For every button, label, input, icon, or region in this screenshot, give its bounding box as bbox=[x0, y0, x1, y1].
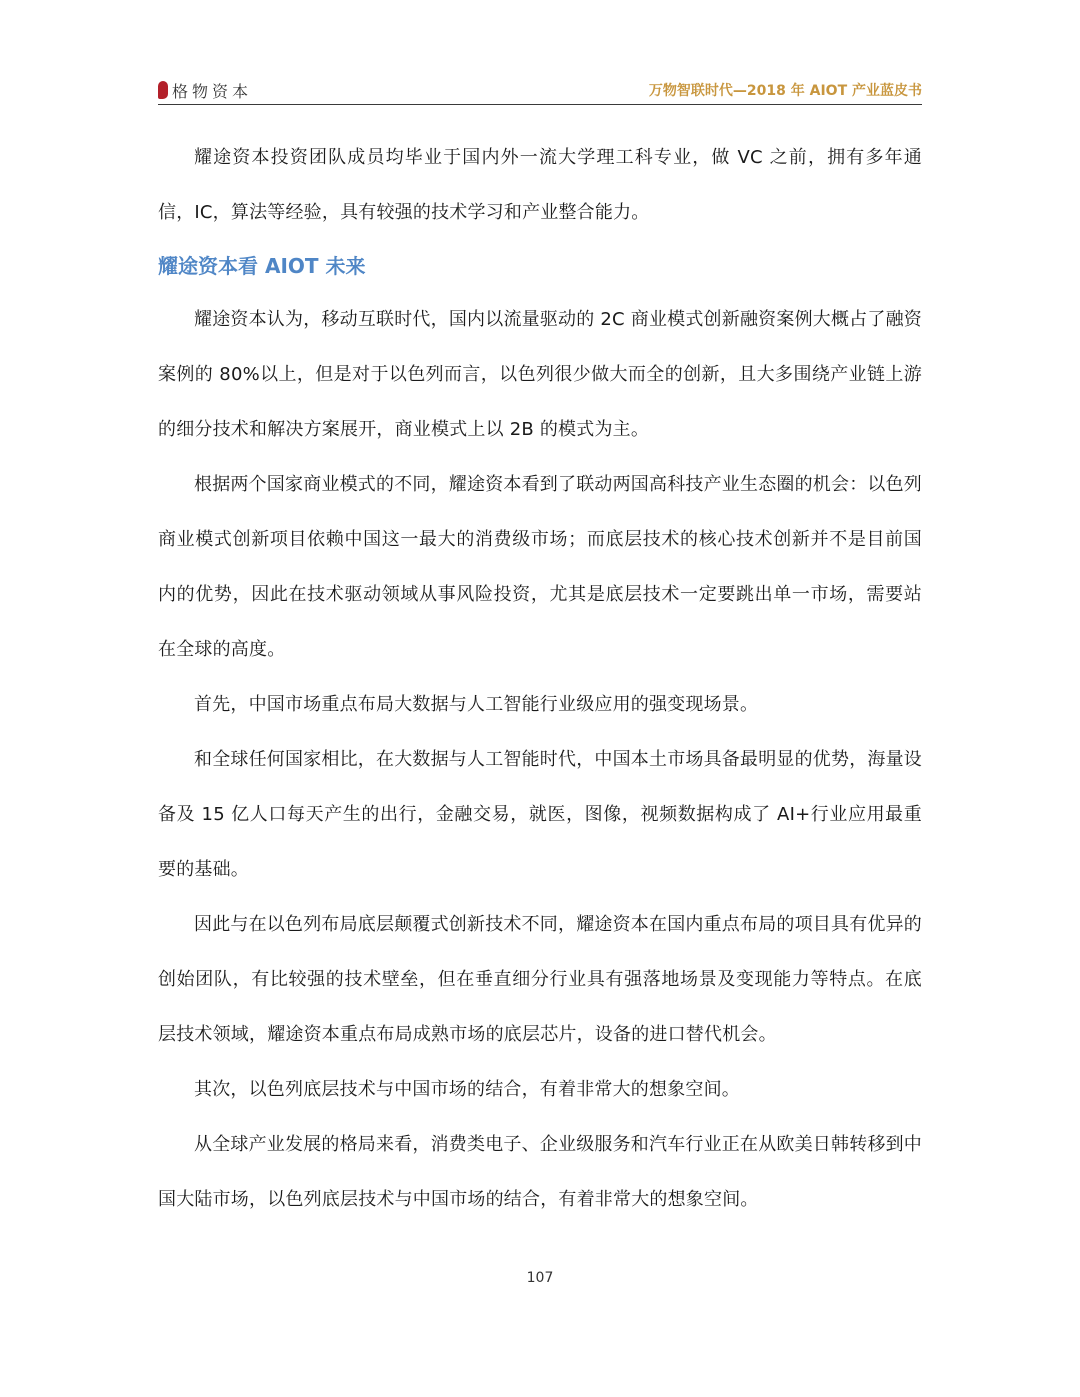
header-title: 万物智联时代—2018 年 AIOT 产业蓝皮书 bbox=[648, 83, 922, 99]
page-header bbox=[158, 74, 922, 105]
paragraph-8: 从全球产业发展的格局来看，消费类电子、企业级服务和汽车行业正在从欧美日韩转移到中国大陆市场，以色列底层技术与中国市场的结合，有着非常大的想象空间。 bbox=[158, 1134, 922, 1210]
page-body bbox=[158, 130, 922, 1227]
logo-text: 格物资本 bbox=[172, 81, 253, 101]
paragraph-5: 和全球任何国家相比，在大数据与人工智能时代，中国本土市场具备最明显的优势，海量设备及 15 亿人口每天产生的出行，金融交易，就医，图像，视频数据构成了 AI+行业应用最重要的基础。 bbox=[158, 749, 922, 880]
logo-mark-icon bbox=[158, 81, 168, 99]
page-number: 107 bbox=[526, 1270, 554, 1286]
paragraph-7: 其次，以色列底层技术与中国市场的结合，有着非常大的想象空间。 bbox=[194, 1079, 740, 1100]
paragraph-2: 耀途资本认为，移动互联时代，国内以流量驱动的 2C 商业模式创新融资案例大概占了融资案例的 80%以上，但是对于以色列而言，以色列很少做大而全的创新，且大多围绕产业链上游的细分技术和解决方案展开，商业模式上以 2B 的模式为主。 bbox=[158, 309, 922, 440]
logo bbox=[158, 78, 252, 102]
section-heading: 耀途资本看 AIOT 未来 bbox=[158, 254, 366, 278]
paragraph-3: 根据两个国家商业模式的不同，耀途资本看到了联动两国高科技产业生态圈的机会：以色列商业模式创新项目依赖中国这一最大的消费级市场；而底层技术的核心技术创新并不是目前国内的优势，因此在技术驱动领域从事风险投资，尤其是底层技术一定要跳出单一市场，需要站在全球的高度。 bbox=[158, 474, 922, 660]
paragraph-1: 耀途资本投资团队成员均毕业于国内外一流大学理工科专业，做 VC 之前，拥有多年通信，IC，算法等经验，具有较强的技术学习和产业整合能力。 bbox=[158, 147, 922, 223]
paragraph-6: 因此与在以色列布局底层颠覆式创新技术不同，耀途资本在国内重点布局的项目具有优异的创始团队，有比较强的技术壁垒，但在垂直细分行业具有强落地场景及变现能力等特点。在底层技术领域，耀途资本重点布局成熟市场的底层芯片，设备的进口替代机会。 bbox=[158, 914, 922, 1045]
paragraph-4: 首先，中国市场重点布局大数据与人工智能行业级应用的强变现场景。 bbox=[194, 694, 759, 715]
